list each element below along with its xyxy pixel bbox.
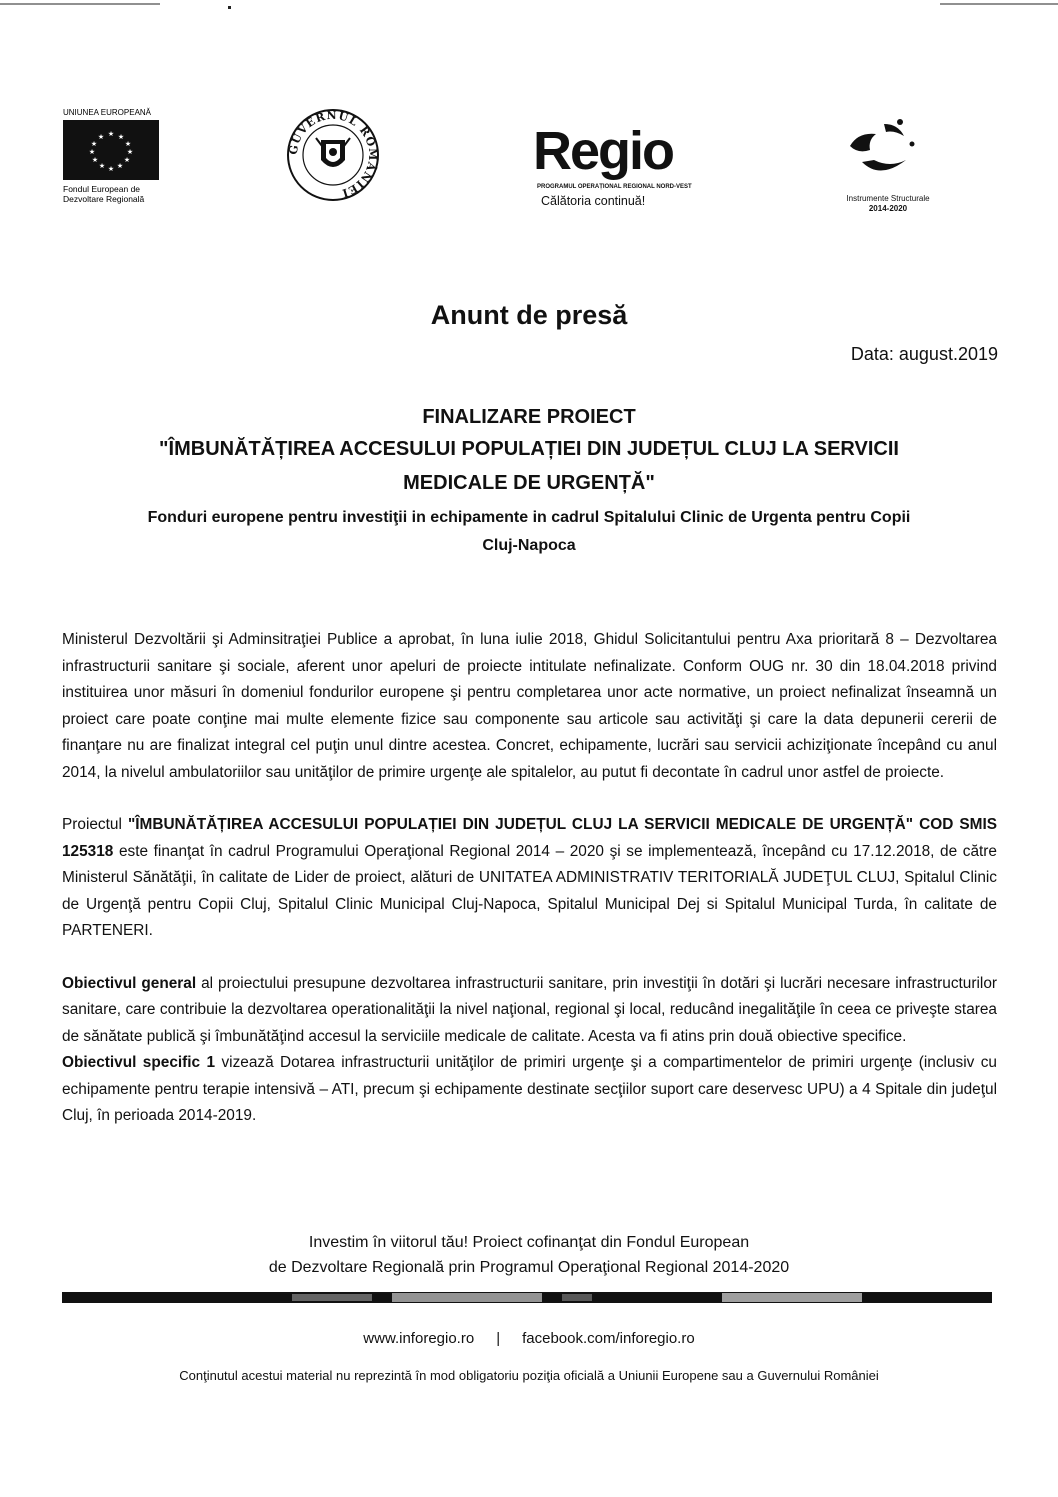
svg-text:★: ★ [107, 130, 115, 138]
project-name-code: "ÎMBUNĂTĂȚIREA ACCESULUI POPULAȚIEI DIN JUDEȚUL CLUJ LA SERVICII MEDICALE DE URGENȚĂ" COD SMIS 125318 [62, 816, 997, 860]
paragraph-specific-objective [62, 1050, 997, 1130]
paragraph-context: Ministerul Dezvoltării şi Adminsitraţiei Publice a aprobat, în luna iulie 2018, Ghidul Solicitantului pentru Axa prioritară 8 – Dezvoltarea infrastructurii sanitare şi sociale, aferent unor apeluri de proiecte intitulate nefinalizate. Conform OUG nr. 30 din 18.04.2018 privind instituirea unor măsuri în domeniul fondurilor europene şi pentru completarea unor acte normative, un proiect nefinalizat înseamnă un proiect care poate conţine mai multe elemente fizice sau componente sau articole sau activităţi şi care la data depunerii cererii de finanţare nu are finalizat integral cel puţin unul dintre acestea. Concret, echipamente, lucrări sau servicii achiziţionate începând cu anul 2014, la nivelul ambulatoriilor sau unităţilor de primire urgenţe ale spitalelor, au putut fi decontate în cadrul unor astfel de proiecte. [62, 631, 997, 781]
footer-disclaimer: Conţinutul acestui material nu reprezintă în mod obligatoriu poziţia oficială a Uniunii Europene sau a Guvernului României [179, 1368, 879, 1383]
subtitle-line-2: Cluj-Napoca [482, 537, 576, 554]
svg-text:★: ★ [124, 140, 132, 148]
project-headings [60, 402, 998, 560]
paragraph-project-rest: este finanţat în cadrul Programului Operaţional Regional 2014 – 2020 şi se implementează, începând cu 17.12.2018, de către Ministerul Sănătăţii, în calitate de Lider de proiect, alături de UNITATEA ADMINISTRATIV TERITORIALĂ JUDEŢUL CLUJ, Spitalul Clinic de Urgenţă pentru Copii Cluj, Spitalul Clinic Municipal Cluj-Napoca, Spitalul Municipal Dej si Spitalul Municipal Turda, în calitate de PARTENERI. [62, 842, 997, 939]
svg-text:★: ★ [116, 162, 124, 170]
svg-text:★: ★ [126, 148, 134, 156]
heading-project-name-2: MEDICALE DE URGENȚĂ" [403, 472, 655, 494]
press-release-body [62, 627, 997, 1130]
structural-instruments-icon [828, 110, 938, 190]
specific-objective-text: vizează Dotarea infrastructurii unităţilor de primiri urgenţe şi a compartimentelor de primiri urgenţe (inclusiv cu echipamente pentru terapie intensivă – ATI, precum şi echipamente destinate secţiilor suport care deservesc UPU) a 4 Spitale din judeţul Cluj, în perioada 2014-2019. [62, 1054, 997, 1124]
svg-text:★: ★ [117, 133, 125, 141]
scan-marks [0, 0, 1058, 14]
subtitle-line-1: Fonduri europene pentru investiţii in echipamente in cadrul Spitalului Clinic de Urgenta pentru Copii [147, 509, 911, 526]
eu-logo [63, 108, 173, 204]
page-title: Anunt de presă [430, 300, 628, 330]
government-ring-text: GUVERNUL ROMÂNIEI [286, 108, 380, 200]
instruments-label-1: Instrumente Structurale [846, 194, 930, 203]
regio-logo [533, 122, 733, 222]
slogan-line-2: de Dezvoltare Regională prin Programul Operaţional Regional 2014-2020 [268, 1259, 790, 1276]
svg-text:★: ★ [91, 156, 99, 164]
heading-project-name-1: "ÎMBUNĂTĂȚIREA ACCESULUI POPULAȚIEI DIN JUDEȚUL CLUJ LA SERVICII [159, 438, 899, 460]
document-date: Data: august.2019 [850, 344, 998, 364]
government-seal [286, 108, 380, 202]
footer-slogan [0, 1230, 1058, 1280]
svg-text:★: ★ [90, 140, 98, 148]
website-link[interactable]: www.inforegio.ro [363, 1330, 475, 1347]
facebook-link[interactable]: facebook.com/inforegio.ro [522, 1330, 695, 1347]
svg-text:★: ★ [123, 156, 131, 164]
svg-text:★: ★ [107, 165, 115, 173]
logo-strip [0, 100, 1058, 230]
coat-of-arms-icon [316, 138, 350, 167]
regio-tagline: Călătoria continuă! [541, 194, 646, 208]
regio-wordmark: Regio [533, 121, 674, 181]
paragraph-general-objective [62, 971, 997, 1051]
svg-text:★: ★ [97, 133, 105, 141]
structural-instruments-logo [828, 110, 938, 220]
svg-text:★: ★ [98, 162, 106, 170]
eu-flag-icon [63, 120, 159, 180]
eu-fund-label-1: Fondul European de [63, 184, 141, 194]
eu-fund-label-2: Dezvoltare Regională [63, 194, 145, 204]
paragraph-project [62, 812, 997, 945]
regio-program-text: PROGRAMUL OPERAȚIONAL REGIONAL NORD-VEST [537, 184, 692, 190]
paragraph-project-lead: Proiectul [62, 816, 128, 833]
svg-text:★: ★ [88, 148, 96, 156]
eu-label: UNIUNEA EUROPEANĂ [63, 108, 152, 117]
specific-objective-label: Obiectivul specific 1 [62, 1054, 216, 1071]
footer-links [0, 1330, 1058, 1347]
footer-divider-bar [62, 1292, 992, 1303]
general-objective-text: al proiectului presupune dezvoltarea infrastructurii sanitare, prin investiţii în dotări şi lucrări necesare infrastructurilor sanitare, care contribuie la dezvoltarea operationalităţii la nivel naţional, regional şi local, reducând inegalităţile în ceea ce priveşte starea de sănătate publică şi îmbunătăţind accesul la serviciile medicale de calitate. Acesta va fi atins prin două obiective specifice. [62, 974, 998, 1045]
instruments-label-2: 2014-2020 [868, 204, 908, 213]
heading-finalizare: FINALIZARE PROIECT [422, 406, 636, 428]
general-objective-label: Obiectivul general [62, 974, 197, 992]
slogan-line-1: Investim în viitorul tău! Proiect cofinanţat din Fondul European [308, 1234, 750, 1251]
link-separator: | [496, 1330, 501, 1347]
